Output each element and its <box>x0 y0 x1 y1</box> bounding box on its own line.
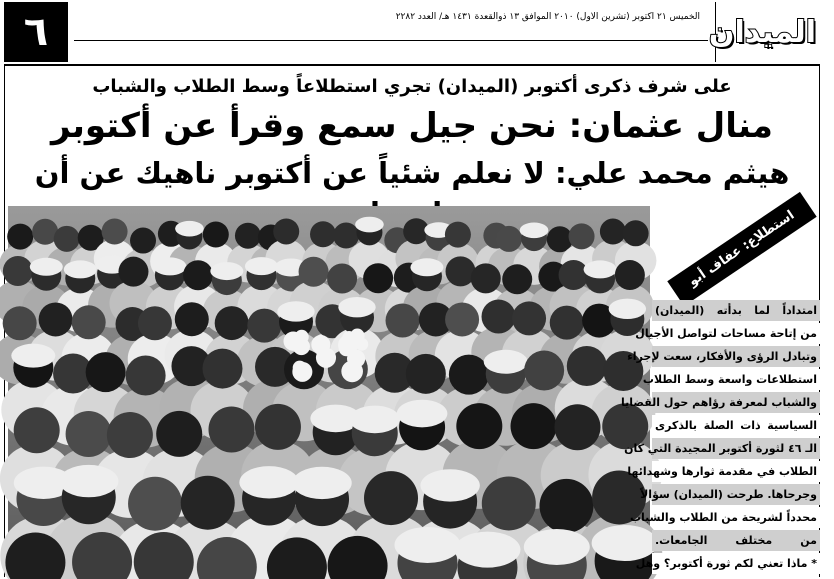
crowd-figure-head <box>449 355 489 395</box>
crowd-figure-turban <box>349 406 400 434</box>
crowd-figure-head <box>482 300 516 334</box>
crowd-figure-head <box>72 305 106 339</box>
crowd-figure-head <box>3 306 37 340</box>
crowd-figure-turban <box>210 262 243 280</box>
crowd-figure-turban <box>410 258 443 276</box>
newspaper-logo: الميدان <box>708 15 816 50</box>
crowd-figure-head <box>364 471 418 525</box>
crowd-figure-head <box>567 346 607 386</box>
crowd-figure-head <box>327 264 357 294</box>
crowd-photo <box>8 206 650 577</box>
crowd-figure-head <box>615 260 645 290</box>
crowd-figure-turban <box>245 257 278 275</box>
crowd-figure-head <box>502 264 532 294</box>
crowd-figure-head <box>445 222 471 248</box>
header-rule <box>74 40 708 41</box>
crowd-figure-turban <box>584 260 617 278</box>
crowd-figure-turban <box>277 301 314 321</box>
crowd-figure-head <box>471 263 501 293</box>
byline-tag: استطلاع: عفاف أبو كشوة <box>667 192 816 306</box>
crowd-figure-head <box>203 222 229 248</box>
article-line: * ماذا تعني لكم ثورة أكتوبر؟ وهل <box>652 553 820 574</box>
crowd-figure-head <box>107 412 153 458</box>
crowd-figure-turban <box>64 260 97 278</box>
crowd-figure-head <box>54 226 80 252</box>
crowd-figure-head <box>66 411 112 457</box>
article-line: من مختلف الجامعات. <box>652 530 820 551</box>
crowd-figure-head <box>333 223 359 249</box>
crowd-figure-turban <box>292 467 351 499</box>
crowd-figure-head <box>600 219 626 245</box>
crowd-figure-head <box>215 306 249 340</box>
crowd-figure-head <box>623 220 649 246</box>
crowd-figure-head <box>539 479 593 533</box>
crowd-figure-head <box>482 476 536 530</box>
crowd-figure-head <box>14 407 60 453</box>
crowd-figure-turban <box>524 529 590 565</box>
bouquet-flower <box>339 341 355 357</box>
article-line: الـ ٤٦ لثورة أكتوبر المجيدة التي كان <box>652 438 820 459</box>
article-column <box>621 300 820 579</box>
crowd-figure-head <box>183 260 213 290</box>
crowd-figure-head <box>130 228 156 254</box>
crowd-figure-head <box>550 306 584 340</box>
article-line: والشباب لمعرفة رؤاهم حول القضايا <box>652 392 820 413</box>
crowd-figure-head <box>235 223 261 249</box>
article-line: محدداً لشريحة من الطلاب والشباب <box>652 507 820 528</box>
crowd-figure-head <box>496 226 522 252</box>
crowd-figure-turban <box>59 465 118 497</box>
article-line: استطلاعات واسعة وسط الطلاب <box>652 369 820 390</box>
crowd-figure-head <box>559 260 589 290</box>
crowd-figure-turban <box>175 221 204 237</box>
crowd-figure-head <box>255 404 301 450</box>
crowd-figure-turban <box>355 217 384 233</box>
crowd-figure-head <box>445 302 479 336</box>
dateline: الخميس ٢١ اكتوبر (تشرين الاول) ٢٠١٠ الموافق ١٣ ذوالقعدة ١٤٣١ هـ/ العدد ٢٢٨٢ <box>395 12 700 22</box>
crowd-figure-head <box>175 302 209 336</box>
crowd-figure-head <box>554 404 600 450</box>
kicker-headline: على شرف ذكرى أكتوبر (الميدان) تجري استطلاعاً وسط الطلاب والشباب <box>92 76 732 97</box>
crowd-figure-head <box>181 476 235 530</box>
bouquet-flower <box>295 330 309 344</box>
crowd-figure-head <box>128 477 182 531</box>
crowd-figure-head <box>446 256 476 286</box>
crowd-figure-head <box>138 306 172 340</box>
crowd-figure-turban <box>520 222 549 238</box>
crowd-figure-head <box>363 263 393 293</box>
crowd-figure-turban <box>239 466 298 498</box>
crowd-figure-head <box>102 219 128 245</box>
article-line: الطلاب في مقدمة ثوارها وشهدائها <box>652 461 820 482</box>
crowd-figure-head <box>273 218 299 244</box>
crowd-figure-head <box>247 309 281 343</box>
crowd-figure-turban <box>609 299 646 319</box>
crowd-figure-turban <box>338 297 375 317</box>
article-line: امتداداً لما بدأته (الميدان) <box>652 300 820 321</box>
article-line: وجرحاها. طرحت (الميدان) سؤالاً <box>652 484 820 505</box>
crowd-figure-head <box>456 403 502 449</box>
crowd-figure-turban <box>454 532 520 568</box>
crowd-figure-head <box>7 224 33 250</box>
crowd-figure-head <box>512 301 546 335</box>
crowd-figure-turban <box>394 527 460 563</box>
crowd-figure-head <box>202 349 242 389</box>
crowd-figure-turban <box>30 258 63 276</box>
crowd-figure-head <box>406 354 446 394</box>
page-number: ٦ <box>4 2 68 62</box>
crowd-figure-turban <box>397 400 448 428</box>
bouquet-flower <box>292 362 312 382</box>
secondary-headline: هيثم محمد علي: لا نعلم شئياً عن أكتوبر ناهيك عن أن <box>34 156 790 190</box>
crowd-figure-head <box>3 256 33 286</box>
crowd-figure-head <box>524 351 564 391</box>
crowd-figure-head <box>511 403 557 449</box>
crowd-figure-turban <box>484 350 528 374</box>
crowd-figure-head <box>156 411 202 457</box>
crowd-figure-head <box>126 355 166 395</box>
main-headline: منال عثمان: نحن جيل سمع وقرأ عن أكتوبر <box>51 106 773 146</box>
bouquet-flower <box>311 335 330 354</box>
crowd-figure-head <box>208 406 254 452</box>
crowd-figure-head <box>386 303 420 337</box>
crowd-figure-head <box>310 221 336 247</box>
crowd-figure-head <box>299 257 329 287</box>
crowd-figure-head <box>118 257 148 287</box>
crowd-figure-head <box>569 223 595 249</box>
crowd-figure-turban <box>420 469 479 501</box>
article-line: وتبادل الرؤى والأفكار، سعت لإجراء <box>652 346 820 367</box>
crowd-figure-head <box>86 352 126 392</box>
masthead <box>4 2 820 66</box>
article-line: من إتاحة مساحات لتواصل الأجيال <box>652 323 820 344</box>
crowd-figure-turban <box>11 344 55 368</box>
crowd-figure-turban <box>153 257 186 275</box>
crowd-figure-head <box>39 302 73 336</box>
crowd-photo-graphic <box>8 206 650 577</box>
article-line: السياسية ذات الصلة بالذكرى <box>652 415 820 436</box>
